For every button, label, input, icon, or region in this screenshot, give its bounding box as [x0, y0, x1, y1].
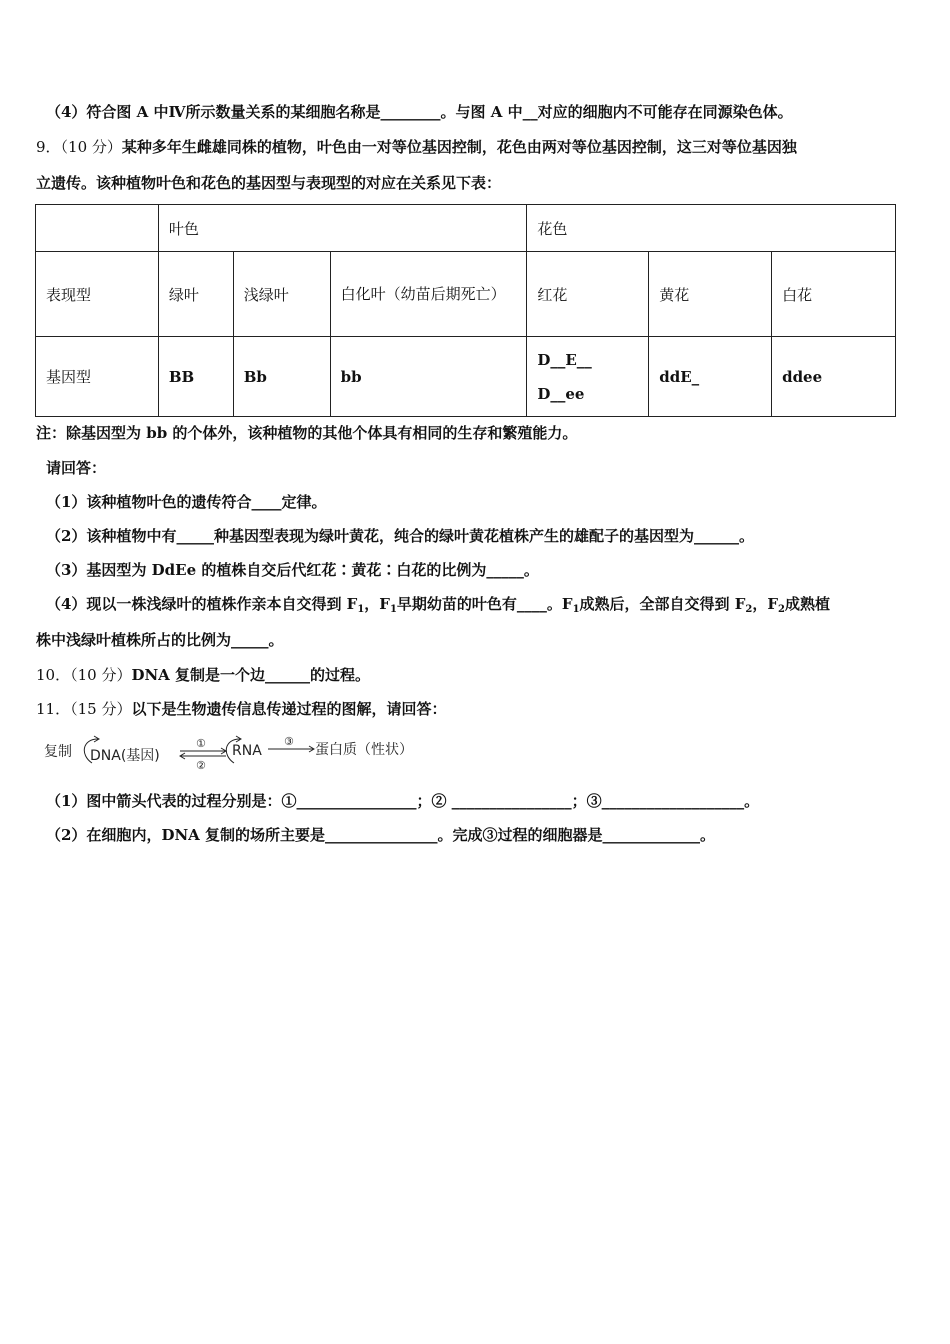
subscript-1: 1	[357, 604, 365, 615]
q9-part4-seg1: （4）现以一株浅绿叶的植株作亲本自交得到 F	[46, 595, 358, 613]
replication-label: 复制	[44, 744, 72, 760]
genotype-label: 基因型	[36, 337, 159, 417]
q9-part4-seg3: 早期幼苗的叶色有____。F	[396, 595, 573, 613]
q9-number: 9．	[36, 138, 61, 156]
q9-intro-line1	[36, 137, 797, 157]
flower-phenotype-white: 白花	[772, 252, 896, 337]
leaf-genotype-bb-upper: BB	[158, 337, 233, 417]
flower-genotype-yellow: ddE_	[649, 337, 772, 417]
q9-part4-line1	[46, 594, 830, 620]
flower-phenotype-red: 红花	[527, 252, 649, 337]
q10-text: DNA 复制是一个边______的过程。	[131, 666, 371, 684]
phenotype-label: 表现型	[36, 252, 159, 337]
protein-trait-label: 蛋白质（性状）	[315, 742, 413, 758]
flower-genotype-red	[527, 337, 649, 417]
table-corner-cell	[36, 205, 159, 252]
q9-stem-a: 某种多年生雌雄同株的植物，叶色由一对等位基因控制，花色由两对等位基因控制，这三对等位基因独	[121, 138, 797, 156]
flower-color-header: 花色	[527, 205, 896, 252]
subscript-1: 1	[572, 604, 580, 615]
q11-part1: （1）图中箭头代表的过程分别是：①________________；② ________________；③___________________。	[46, 792, 760, 810]
red-genotype-2: D__ee	[537, 384, 585, 403]
q11-text: 以下是生物遗传信息传递过程的图解，请回答：	[131, 700, 447, 718]
q9-part4-seg6: 成熟植	[785, 595, 831, 613]
please-answer: 请回答：	[46, 459, 107, 477]
q11	[36, 699, 446, 719]
leaf-phenotype-green: 绿叶	[158, 252, 233, 337]
flower-phenotype-yellow: 黄花	[649, 252, 772, 337]
q10	[36, 665, 370, 685]
q11-number: 11．	[36, 700, 71, 718]
subscript-2: 2	[745, 604, 753, 615]
q8-part4: （4）符合图 A 中Ⅳ所示数量关系的某细胞名称是________。与图 A 中__对应的细胞内不可能存在同源染色体。	[46, 103, 793, 121]
step2-label: ②	[196, 759, 206, 772]
q9-part4-seg2: ，F	[364, 595, 390, 613]
leaf-genotype-bb-hetero: Bb	[233, 337, 330, 417]
q10-points: （10 分）	[70, 666, 132, 684]
q9-part4-seg4: 成熟后，全部自交得到 F	[579, 595, 746, 613]
dna-gene-label: DNA(基因)	[90, 748, 160, 764]
q9-points: （10 分）	[60, 138, 122, 156]
subscript-1: 1	[389, 604, 397, 615]
q9-part1: （1）该种植物叶色的遗传符合____定律。	[46, 493, 327, 511]
leaf-genotype-bb-lower: bb	[330, 337, 527, 417]
flower-genotype-white: ddee	[772, 337, 896, 417]
table-note: 注：除基因型为 bb 的个体外，该种植物的其他个体具有相同的生存和繁殖能力。	[36, 424, 578, 442]
rna-label: RNA	[232, 743, 262, 759]
step3-label: ③	[284, 735, 294, 748]
q9-part2: （2）该种植物中有_____种基因型表现为绿叶黄花，纯合的绿叶黄花植株产生的雄配子的基因型为______。	[46, 527, 754, 545]
subscript-2: 2	[778, 604, 785, 615]
q9-intro-line2: 立遗传。该种植物叶色和花色的基因型与表现型的对应在关系见下表：	[36, 174, 502, 192]
leaf-color-header: 叶色	[158, 205, 527, 252]
red-genotype-1: D__E__	[537, 350, 592, 369]
q10-number: 10．	[36, 666, 71, 684]
q9-part3: （3）基因型为 DdEe 的植株自交后代红花∶黄花∶白花的比例为_____。	[46, 561, 539, 579]
q9-part4-line2: 株中浅绿叶植株所占的比例为_____。	[36, 631, 284, 649]
q9-part4-seg5: ，F	[752, 595, 779, 613]
central-dogma-diagram	[44, 733, 444, 773]
q11-part2: （2）在细胞内，DNA 复制的场所主要是_______________。完成③过程的细胞器是_____________。	[46, 826, 716, 844]
step1-label: ①	[196, 737, 206, 750]
leaf-phenotype-albino: 白化叶（幼苗后期死亡）	[330, 252, 527, 337]
genotype-phenotype-table	[35, 204, 896, 417]
leaf-phenotype-light-green: 浅绿叶	[233, 252, 330, 337]
q11-points: （15 分）	[70, 700, 132, 718]
